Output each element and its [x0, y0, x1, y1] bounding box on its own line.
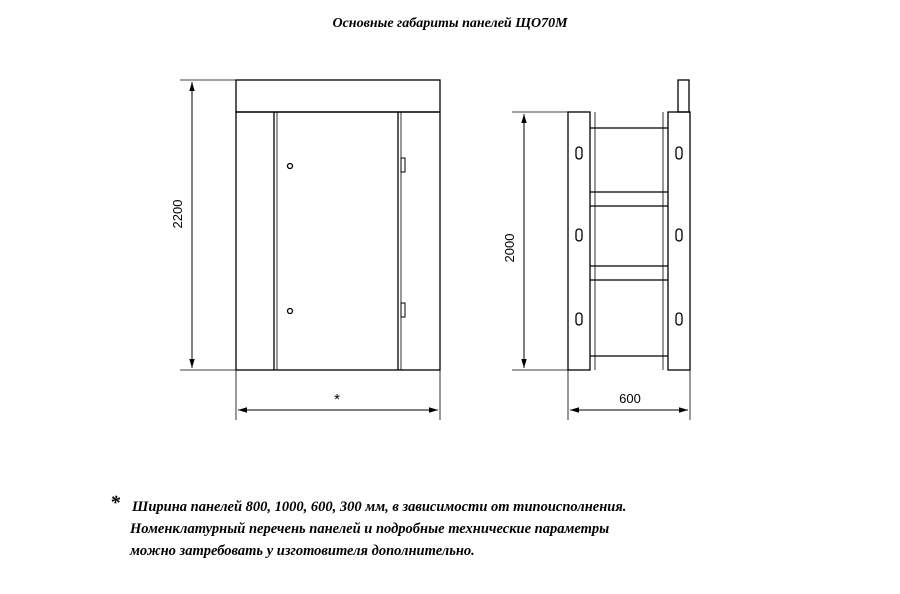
door-handle-lower-icon: [288, 309, 293, 314]
front-height-dimension: [180, 80, 236, 370]
side-view: [568, 80, 690, 370]
side-slot-icon: [676, 147, 682, 159]
footnote-line-3: можно затребовать у изготовителя дополнительно.: [130, 543, 475, 559]
diagram-title: Основные габариты панелей ЩО70М: [332, 16, 568, 31]
front-view: [236, 80, 440, 370]
side-slot-icon: [576, 147, 582, 159]
door-handle-upper-icon: [288, 164, 293, 169]
side-width-label: 600: [619, 391, 641, 406]
side-slot-icon: [676, 313, 682, 325]
side-slot-icon: [576, 313, 582, 325]
side-slot-icon: [576, 229, 582, 241]
footnote: [110, 492, 627, 562]
door-hinge-lower-icon: [401, 303, 405, 317]
front-body: [236, 112, 440, 370]
footnote-marker: *: [110, 492, 120, 514]
side-height-label: 2000: [502, 233, 517, 263]
side-top-tab: [678, 80, 689, 112]
side-slot-icon: [676, 229, 682, 241]
front-top-cap: [236, 80, 440, 112]
front-height-label: 2200: [170, 199, 185, 229]
front-width-label: *: [334, 391, 340, 408]
door-hinge-upper-icon: [401, 158, 405, 172]
side-height-dimension: [512, 112, 568, 370]
footnote-line-1: Ширина панелей 800, 1000, 600, 300 мм, в зависимости от типоисполнения.: [132, 499, 627, 515]
footnote-line-2: Номенклатурный перечень панелей и подробные технические параметры: [130, 521, 610, 537]
